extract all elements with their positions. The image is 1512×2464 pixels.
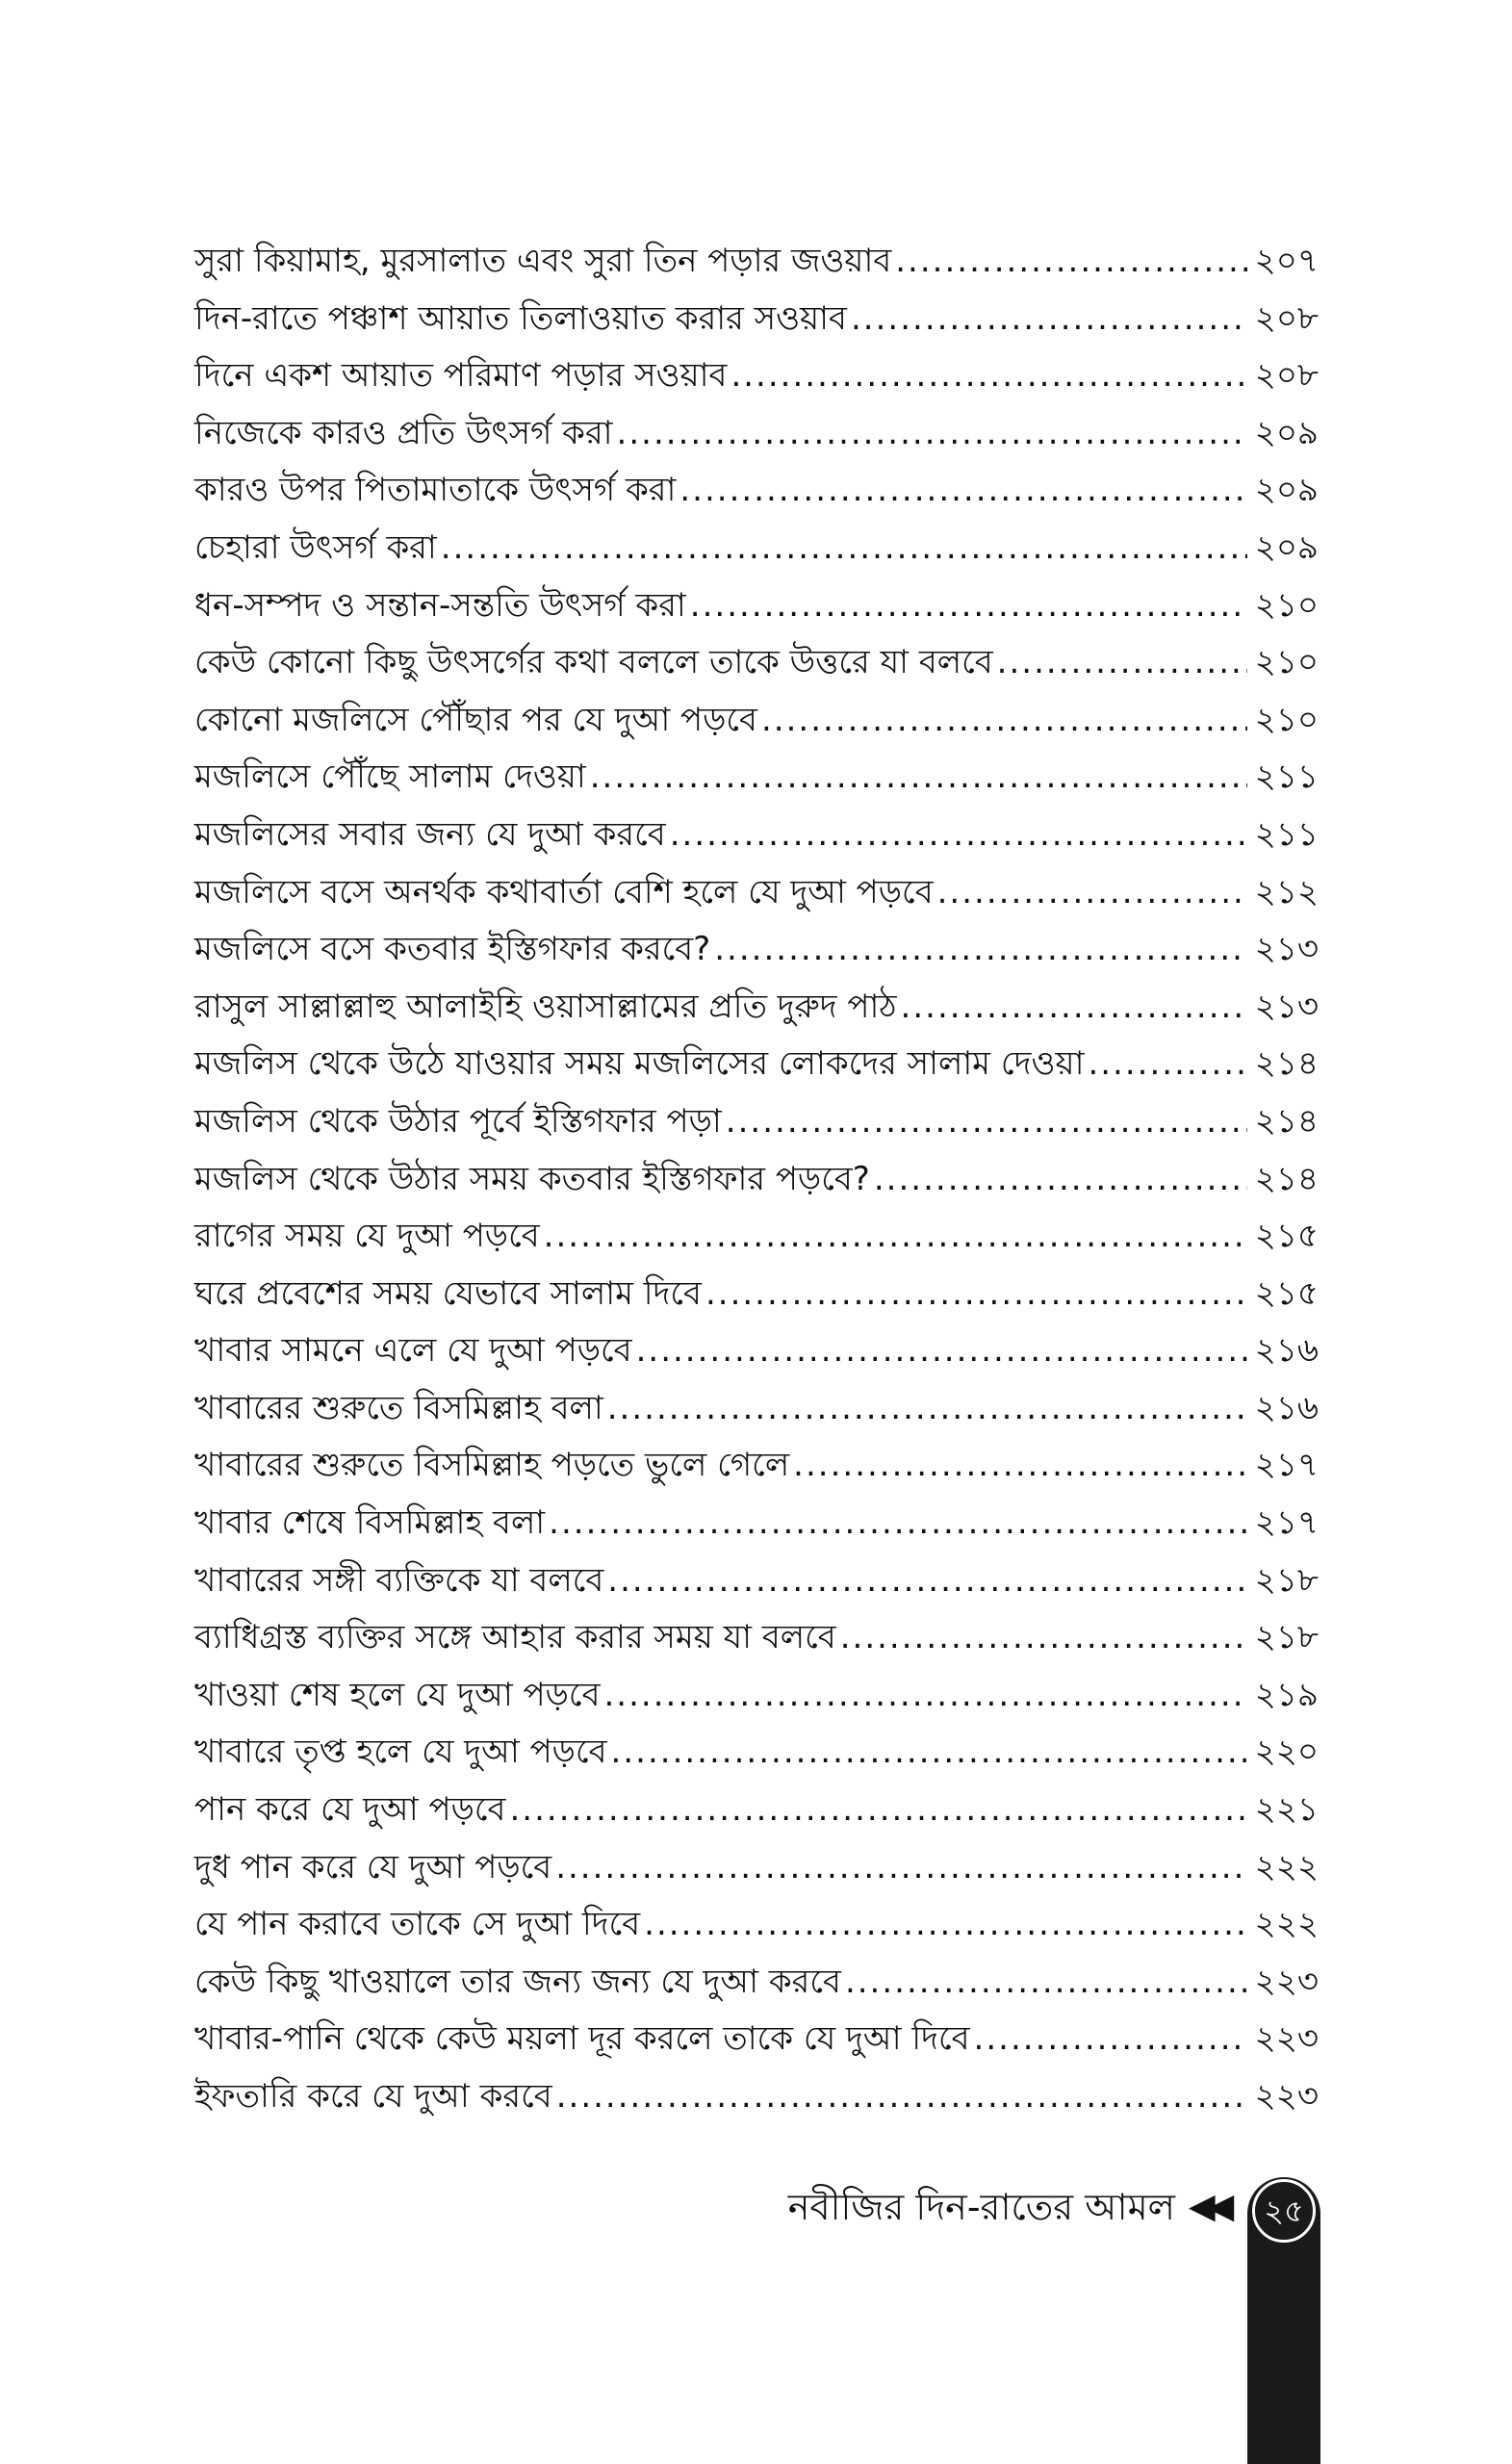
toc-entry-page: ২২০	[1254, 1732, 1319, 1772]
toc-entry-title: মজলিস থেকে উঠে যাওয়ার সময় মজলিসের লোকদের সালাম দেওয়া	[194, 1044, 1085, 1084]
toc-entry-page: ২১৫	[1254, 1273, 1319, 1313]
toc-entry-title: খাবার শেষে বিসমিল্লাহ বলা	[194, 1503, 546, 1543]
double-arrow-left-icon: ◀◀	[1189, 2187, 1227, 2226]
dot-leader	[544, 1208, 1247, 1266]
toc-entry-page: ২২১	[1254, 1790, 1319, 1830]
toc-entry	[194, 1151, 1319, 1209]
toc-entry-title: রাগের সময় যে দুআ পড়বে	[194, 1217, 540, 1256]
toc-entry-title: মজলিসের সবার জন্য যে দুআ করবে	[194, 814, 666, 854]
dot-leader	[670, 807, 1247, 864]
toc-entry-page: ২১৪	[1254, 1101, 1319, 1141]
toc-entry-page: ২২৩	[1254, 1962, 1319, 2001]
dot-leader	[690, 578, 1247, 635]
page-number: ২৫	[1252, 2179, 1316, 2243]
toc-entry-title: যে পান করাবে তাকে সে দুআ দিবে	[194, 1905, 641, 1944]
toc-entry-title: খাবারের শুরুতে বিসমিল্লাহ পড়তে ভুলে গেলে	[194, 1446, 790, 1485]
toc-entry-page: ২১৯	[1254, 1675, 1319, 1714]
toc-entry-title: চেহারা উৎসর্গ করা	[194, 527, 437, 567]
dot-leader	[901, 979, 1247, 1037]
dot-leader	[607, 1553, 1247, 1610]
table-of-contents	[194, 233, 1319, 2126]
toc-entry-title: দুধ পান করে যে দুআ পড়বে	[194, 1847, 552, 1886]
toc-entry-title: মজলিস থেকে উঠার পূর্বে ইস্তিগফার পড়া	[194, 1101, 722, 1141]
toc-entry	[194, 692, 1319, 750]
dot-leader	[726, 1093, 1247, 1151]
toc-entry	[194, 405, 1319, 463]
dot-leader	[840, 1609, 1247, 1667]
toc-entry-page: ২১৪	[1254, 1159, 1319, 1198]
toc-entry-page: ২১৫	[1254, 1217, 1319, 1256]
dot-leader	[714, 921, 1247, 979]
toc-entry-title: খাবার-পানি থেকে কেউ ময়লা দূর করলে তাকে যে দুআ দিবে	[194, 2019, 970, 2059]
toc-entry-title: কেউ কোনো কিছু উৎসর্গের কথা বললে তাকে উত্তরে যা বলবে	[194, 643, 993, 682]
dot-leader	[761, 692, 1247, 750]
toc-entry-title: ধন-সম্পদ ও সন্তান-সন্ততি উৎসর্গ করা	[194, 585, 686, 625]
dot-leader	[604, 1667, 1248, 1725]
dot-leader	[644, 1896, 1247, 1954]
book-title: নবীজির দিন-রাতের আমল	[787, 2186, 1175, 2228]
toc-entry-page: ২০৯	[1254, 471, 1319, 510]
toc-entry-page: ২১৬	[1254, 1331, 1319, 1371]
toc-entry	[194, 1266, 1319, 1323]
toc-entry-page: ২১২	[1254, 872, 1319, 911]
toc-entry-page: ২০৯	[1254, 527, 1319, 567]
dot-leader	[874, 1151, 1247, 1209]
toc-entry-title: পান করে যে দুআ পড়বে	[194, 1790, 506, 1830]
toc-entry	[194, 1839, 1319, 1897]
dot-leader	[679, 462, 1247, 520]
toc-entry-title: কোনো মজলিসে পৌঁছার পর যে দুআ পড়বে	[194, 700, 757, 739]
toc-entry	[194, 1093, 1319, 1151]
dot-leader	[617, 405, 1247, 463]
toc-entry	[194, 233, 1319, 291]
toc-entry	[194, 1896, 1319, 1954]
toc-entry	[194, 749, 1319, 807]
toc-entry	[194, 578, 1319, 635]
dot-leader	[705, 1266, 1247, 1323]
toc-entry	[194, 634, 1319, 692]
toc-entry-page: ২০৯	[1254, 413, 1319, 452]
toc-entry-title: ঘরে প্রবেশের সময় যেভাবে সালাম দিবে	[194, 1273, 702, 1313]
toc-entry-title: খাওয়া শেষ হলে যে দুআ পড়বে	[194, 1675, 601, 1714]
toc-entry-title: খাবারের শুরুতে বিসমিল্লাহ বলা	[194, 1388, 603, 1427]
dot-leader	[611, 1724, 1247, 1782]
toc-entry-page: ২১৪	[1254, 1044, 1319, 1084]
dot-leader	[974, 2011, 1247, 2068]
toc-entry-title: কেউ কিছু খাওয়ালে তার জন্য জন্য যে দুআ করবে	[194, 1962, 841, 2001]
toc-entry-page: ২২২	[1254, 1905, 1319, 1944]
toc-entry	[194, 1954, 1319, 2012]
dot-leader	[555, 1839, 1247, 1897]
dot-leader	[509, 1782, 1247, 1839]
dot-leader	[607, 1380, 1247, 1438]
dot-leader	[793, 1437, 1247, 1495]
toc-entry-page: ২১০	[1254, 585, 1319, 625]
dot-leader	[549, 1495, 1247, 1553]
toc-entry	[194, 1036, 1319, 1093]
toc-entry-title: খাবারে তৃপ্ত হলে যে দুআ পড়বে	[194, 1732, 607, 1772]
toc-entry-page: ২১১	[1254, 757, 1319, 797]
toc-entry-title: দিন-রাতে পঞ্চাশ আয়াত তিলাওয়াত করার সওয়াব	[194, 298, 847, 338]
dot-leader	[636, 1322, 1247, 1380]
toc-entry	[194, 807, 1319, 864]
toc-entry	[194, 1609, 1319, 1667]
toc-entry-page: ২০৭	[1254, 242, 1319, 280]
toc-entry-page: ২১৮	[1254, 1618, 1319, 1657]
toc-entry-page: ২১০	[1254, 700, 1319, 739]
toc-entry-page: ২১৩	[1254, 930, 1319, 969]
toc-entry	[194, 979, 1319, 1037]
toc-entry-page: ২১৭	[1254, 1503, 1319, 1543]
toc-entry-page: ২১৩	[1254, 987, 1319, 1026]
toc-entry-page: ২০৮	[1254, 356, 1319, 396]
toc-entry-page: ২১১	[1254, 814, 1319, 854]
toc-entry	[194, 1782, 1319, 1839]
toc-entry-title: খাবারের সঙ্গী ব্যক্তিকে যা বলবে	[194, 1560, 604, 1600]
toc-entry	[194, 864, 1319, 922]
toc-entry-title: ইফতারি করে যে দুআ করবে	[194, 2077, 552, 2116]
dot-leader	[851, 291, 1247, 348]
toc-entry	[194, 1495, 1319, 1553]
dot-leader	[845, 1954, 1247, 2012]
toc-entry-title: খাবার সামনে এলে যে দুআ পড়বে	[194, 1331, 632, 1371]
toc-entry	[194, 1208, 1319, 1266]
toc-entry-title: ব্যাধিগ্রস্ত ব্যক্তির সঙ্গে আহার করার সময় যা বলবে	[194, 1618, 836, 1657]
toc-entry	[194, 1667, 1319, 1725]
toc-entry	[194, 2011, 1319, 2068]
toc-entry-title: মজলিসে পৌঁছে সালাম দেওয়া	[194, 757, 586, 797]
toc-entry	[194, 462, 1319, 520]
toc-entry-title: মজলিসে বসে অনর্থক কথাবার্তা বেশি হলে যে দুআ পড়বে	[194, 872, 934, 911]
toc-entry-page: ২২৩	[1254, 2077, 1319, 2116]
toc-entry	[194, 1322, 1319, 1380]
toc-entry-title: সুরা কিয়ামাহ, মুরসালাত এবং সুরা তিন পড়ার জওয়াব	[194, 242, 892, 280]
toc-entry-page: ২২৩	[1254, 2019, 1319, 2059]
toc-entry-title: রাসুল সাল্লাল্লাহু আলাইহি ওয়াসাল্লামের প্রতি দুরুদ পাঠ	[194, 987, 897, 1026]
toc-entry-page: ২১৭	[1254, 1446, 1319, 1485]
toc-entry	[194, 1380, 1319, 1438]
toc-entry-title: নিজেকে কারও প্রতি উৎসর্গ করা	[194, 413, 613, 452]
toc-entry	[194, 1437, 1319, 1495]
toc-entry	[194, 291, 1319, 348]
toc-entry	[194, 2068, 1319, 2126]
dot-leader	[895, 233, 1247, 291]
toc-entry-page: ২১৬	[1254, 1388, 1319, 1427]
toc-entry-title: মজলিসে বসে কতবার ইস্তিগফার করবে?	[194, 930, 711, 969]
dot-leader	[730, 347, 1247, 405]
toc-entry	[194, 347, 1319, 405]
toc-entry	[194, 520, 1319, 578]
toc-entry	[194, 1553, 1319, 1610]
toc-entry-page: ২২২	[1254, 1847, 1319, 1886]
dot-leader	[590, 749, 1247, 807]
toc-entry-title: দিনে একশ আয়াত পরিমাণ পড়ার সওয়াব	[194, 356, 728, 396]
toc-entry-page: ২১৮	[1254, 1560, 1319, 1600]
toc-entry-page: ২১০	[1254, 643, 1319, 682]
toc-entry	[194, 1724, 1319, 1782]
dot-leader	[441, 520, 1247, 578]
dot-leader	[937, 864, 1247, 922]
dot-leader	[997, 634, 1247, 692]
dot-leader	[1088, 1036, 1247, 1093]
toc-entry-title: মজলিস থেকে উঠার সময় কতবার ইস্তিগফার পড়বে?	[194, 1159, 870, 1198]
toc-entry-title: কারও উপর পিতামাতাকে উৎসর্গ করা	[194, 471, 677, 510]
dot-leader	[556, 2068, 1247, 2126]
toc-entry	[194, 921, 1319, 979]
toc-entry-page: ২০৮	[1254, 298, 1319, 338]
